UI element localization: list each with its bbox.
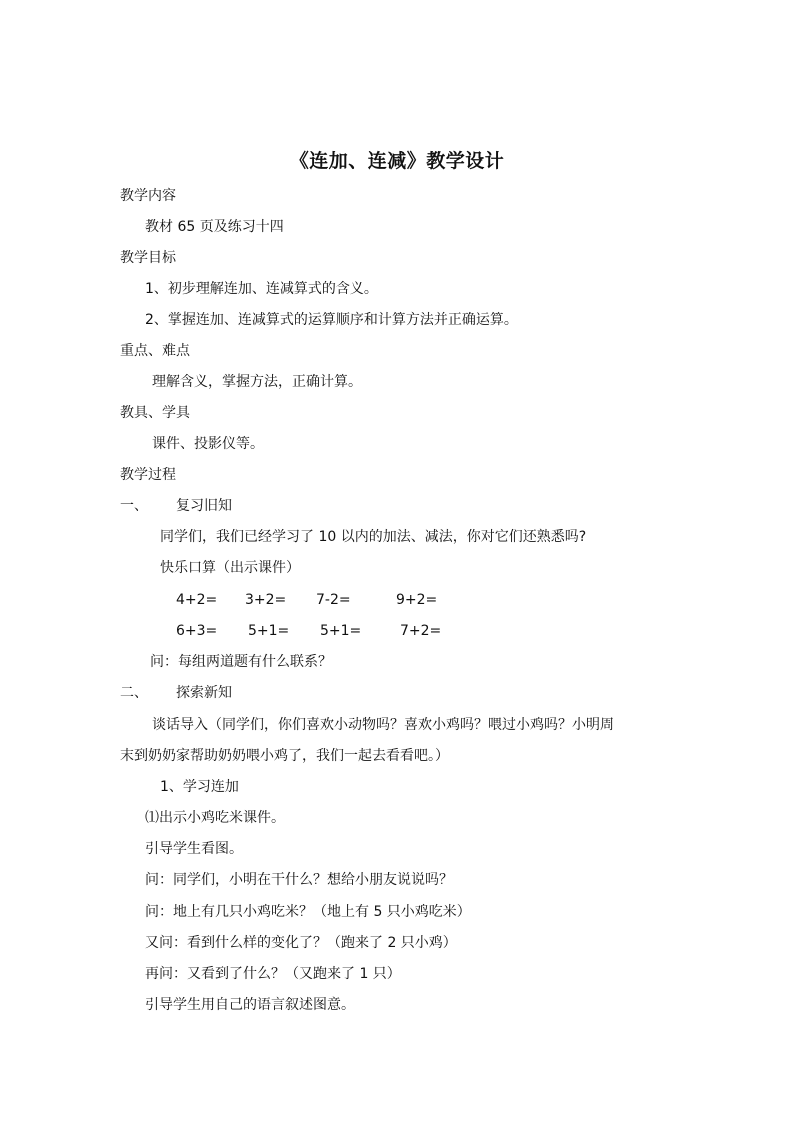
section2-para-line1: 谈话导入（同学们，你们喜欢小动物吗？喜欢小鸡吗？喂过小鸡吗？小明周 <box>152 717 614 733</box>
content-text: 教材 65 页及练习十四 <box>145 219 284 235</box>
calc-r2-c3: 5+1= <box>320 623 362 639</box>
calc-r2-c4: 7+2= <box>400 623 442 639</box>
section1-intro: 同学们，我们已经学习了 10 以内的加法、减法，你对它们还熟悉吗? <box>160 529 587 545</box>
section1-number: 一、 <box>120 498 148 514</box>
content-heading: 教学内容 <box>120 188 176 204</box>
section2-q3: 又问：看到什么样的变化了？（跑来了 2 只小鸡） <box>145 935 457 951</box>
document-title: 《连加、连减》教学设计 <box>289 150 505 172</box>
section2-title: 探索新知 <box>176 685 232 701</box>
goal-item-2: 2、掌握连加、连减算式的运算顺序和计算方法并正确运算。 <box>145 312 518 328</box>
section1-oral: 快乐口算（出示课件） <box>160 560 300 576</box>
section2-q2: 问：地上有几只小鸡吃米？（地上有 5 只小鸡吃米） <box>145 904 471 920</box>
section2-number: 二、 <box>120 685 148 701</box>
calc-r1-c3: 7-2= <box>316 592 351 608</box>
calc-r2-c1: 6+3= <box>176 623 218 639</box>
section1-question: 问：每组两道题有什么联系？ <box>150 654 332 670</box>
key-heading: 重点、难点 <box>120 343 190 359</box>
section1-title: 复习旧知 <box>176 498 232 514</box>
section2-guide2: 引导学生用自己的语言叙述图意。 <box>145 997 355 1013</box>
section2-sub1: 1、学习连加 <box>160 779 239 795</box>
process-heading: 教学过程 <box>120 467 176 483</box>
section2-para-line2: 末到奶奶家帮助奶奶喂小鸡了，我们一起去看看吧。） <box>120 748 449 764</box>
section2-q1: 问：同学们，小明在干什么？想给小朋友说说吗？ <box>145 872 453 888</box>
calc-r2-c2: 5+1= <box>248 623 290 639</box>
goal-item-1: 1、初步理解连加、连减算式的含义。 <box>145 281 378 297</box>
calc-r1-c4: 9+2= <box>396 592 438 608</box>
tools-heading: 教具、学具 <box>120 405 190 421</box>
calc-r1-c2: 3+2= <box>245 592 287 608</box>
section2-guide1: 引导学生看图。 <box>145 841 243 857</box>
key-text: 理解含义，掌握方法，正确计算。 <box>152 374 362 390</box>
tools-text: 课件、投影仪等。 <box>152 436 264 452</box>
goals-heading: 教学目标 <box>120 250 176 266</box>
calc-r1-c1: 4+2= <box>176 592 218 608</box>
section2-step1: ⑴出示小鸡吃米课件。 <box>145 810 285 826</box>
section2-q4: 再问：又看到了什么？（又跑来了 1 只） <box>145 966 401 982</box>
